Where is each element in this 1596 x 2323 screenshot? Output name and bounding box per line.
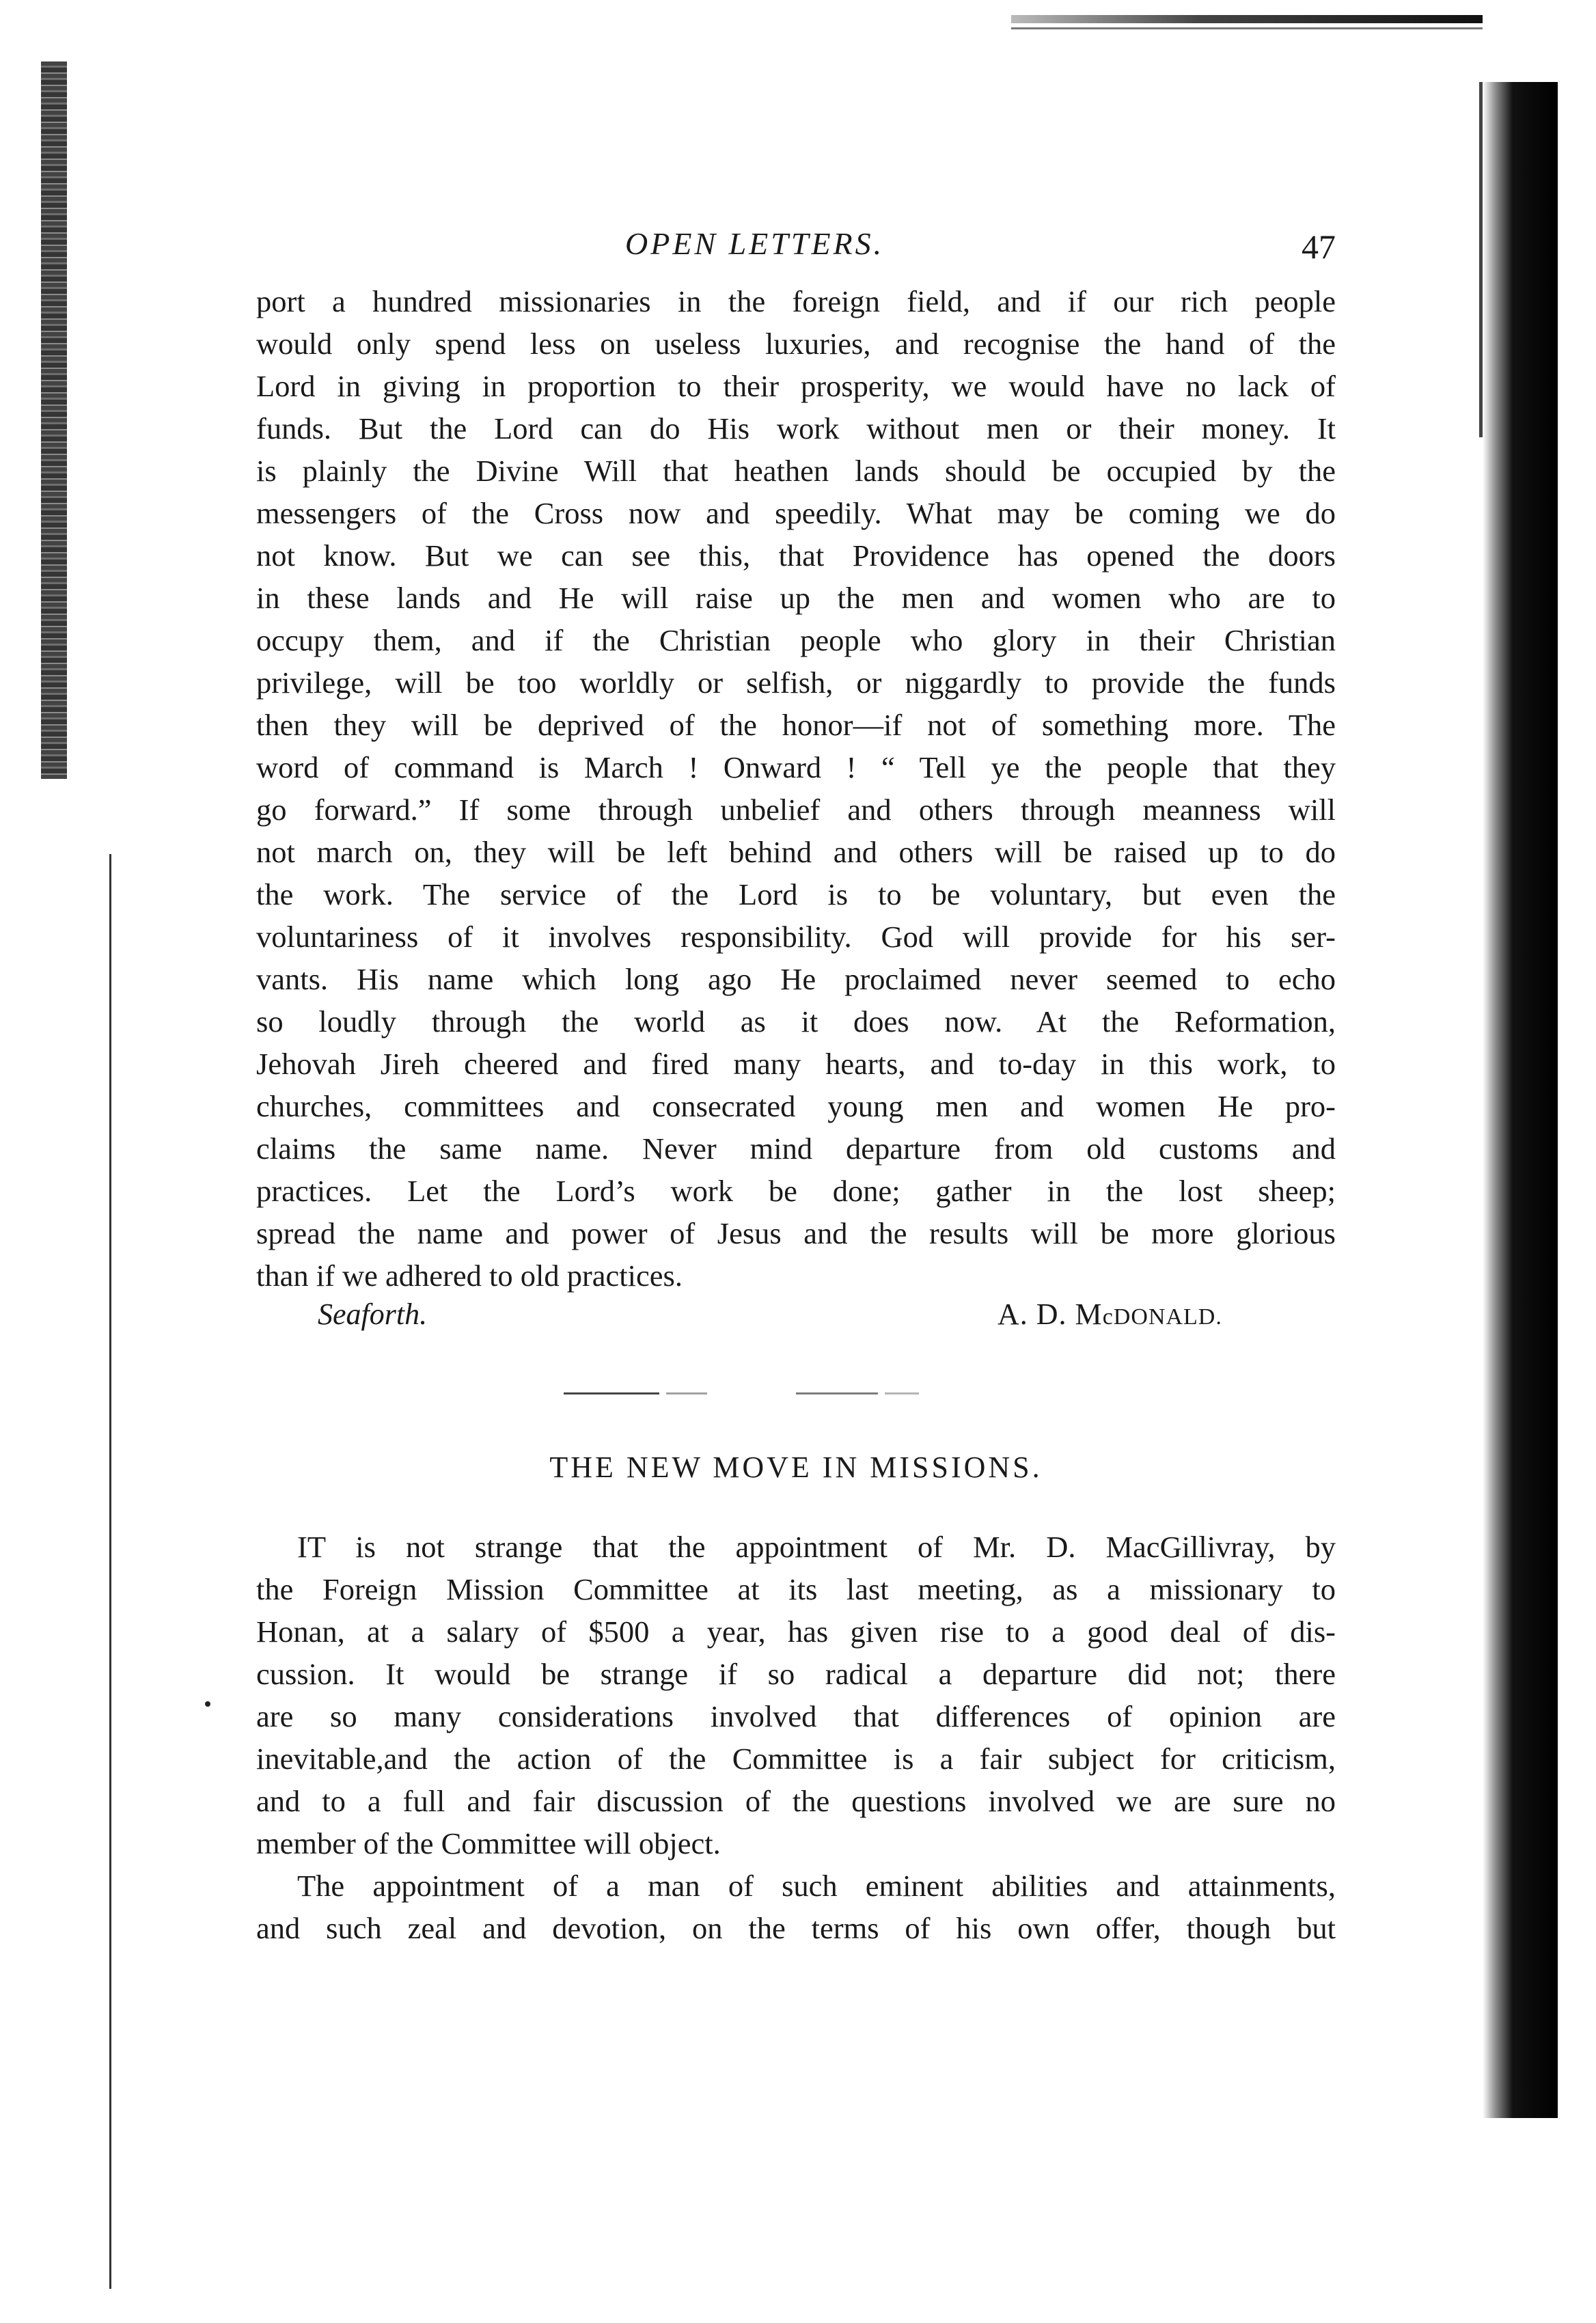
text-line: privilege, will be too worldly or selfish, or niggardly to provide the funds [256, 665, 1336, 700]
text-line: than if we adhered to old practices. [256, 1259, 683, 1293]
text-line: funds. But the Lord can do His work without men or their money. It [256, 411, 1336, 445]
text-line: are so many considerations involved that differences of opinion are [256, 1699, 1336, 1733]
scan-top-rule-thin [1011, 27, 1483, 29]
margin-speck [205, 1701, 210, 1707]
text-line: cussion. It would be strange if so radical a departure did not; there [256, 1657, 1336, 1691]
text-line: vants. His name which long ago He proclaimed never seemed to echo [256, 962, 1336, 996]
text-line: member of the Committee will object. [256, 1826, 721, 1860]
signature-name [998, 1297, 1222, 1332]
text-line: would only spend less on useless luxuries, and recognise the hand of the [256, 327, 1336, 361]
text-line: inevitable,and the action of the Committee is a fair subject for criticism, [256, 1742, 1336, 1776]
text-line: messengers of the Cross now and speedily. What may be coming we do [256, 496, 1336, 530]
text-line: port a hundred missionaries in the foreign field, and if our rich people [256, 284, 1336, 318]
text-line: not march on, they will be left behind and others will be raised up to do [256, 835, 1336, 869]
text-line: so loudly through the world as it does now. At the Reformation, [256, 1004, 1336, 1039]
text-line: in these lands and He will raise up the men and women who are to [256, 581, 1336, 615]
divider-segment [666, 1392, 707, 1394]
text-line: go forward.” If some through unbelief and others through meanness will [256, 793, 1336, 827]
divider-segment [564, 1392, 659, 1394]
signature-row [256, 1297, 1336, 1341]
text-line: word of command is March ! Onward ! “ Tell ye the people that they [256, 750, 1336, 784]
running-title: OPEN LETTERS. [625, 226, 885, 261]
text-line: is plainly the Divine Will that heathen lands should be occupied by the [256, 454, 1336, 488]
article-paragraph-2 [256, 1865, 1336, 1949]
text-line: the Foreign Mission Committee at its last meeting, as a missionary to [256, 1572, 1336, 1606]
letter-body [256, 280, 1336, 1297]
signature-initials: A. D. M [998, 1297, 1103, 1331]
scan-left-edge-shadow [41, 61, 67, 779]
signature-rest: cDONALD. [1102, 1304, 1222, 1330]
text-line: Honan, at a salary of $500 a year, has given rise to a good deal of dis- [256, 1614, 1336, 1649]
text-line: Lord in giving in proportion to their prosperity, we would have no lack of [256, 369, 1336, 403]
text-line: claims the same name. Never mind departure from old customs and [256, 1131, 1336, 1166]
text-line: The appointment of a man of such eminent abilities and attainments, [297, 1869, 1336, 1903]
scan-right-edge-shadow [1483, 82, 1558, 2118]
text-line: voluntariness of it involves responsibility. God will provide for his ser- [256, 920, 1336, 954]
text-line: occupy them, and if the Christian people who glory in their Christian [256, 623, 1336, 657]
divider-segment [796, 1392, 878, 1394]
text-line: practices. Let the Lord’s work be done; gather in the lost sheep; [256, 1174, 1336, 1208]
running-head [256, 219, 1336, 280]
text-line: the work. The service of the Lord is to be voluntary, but even the [256, 877, 1336, 911]
text-line: not know. But we can see this, that Providence has opened the doors [256, 538, 1336, 573]
text-line: IT is not strange that the appointment of Mr. D. MacGillivray, by [297, 1530, 1336, 1564]
scan-top-rule [1011, 15, 1483, 23]
article-title: THE NEW MOVE IN MISSIONS. [549, 1451, 1043, 1484]
section-divider [256, 1341, 1336, 1429]
text-line: and to a full and fair discussion of the questions involved we are sure no [256, 1784, 1336, 1818]
text-line: churches, committees and consecrated young men and women He pro- [256, 1089, 1336, 1123]
text-line: then they will be deprived of the honor—if not of something more. The [256, 708, 1336, 742]
page-body [256, 219, 1336, 1949]
text-line: spread the name and power of Jesus and the results will be more glorious [256, 1216, 1336, 1250]
article-paragraph-1 [256, 1526, 1336, 1865]
scan-left-margin-line [109, 854, 111, 2289]
divider-segment [885, 1392, 919, 1394]
page-number: 47 [1302, 228, 1336, 266]
text-line: Jehovah Jireh cheered and fired many hearts, and to-day in this work, to [256, 1047, 1336, 1081]
signature-place: Seaforth. [318, 1297, 428, 1331]
text-line: and such zeal and devotion, on the terms of his own offer, though but [256, 1911, 1336, 1945]
